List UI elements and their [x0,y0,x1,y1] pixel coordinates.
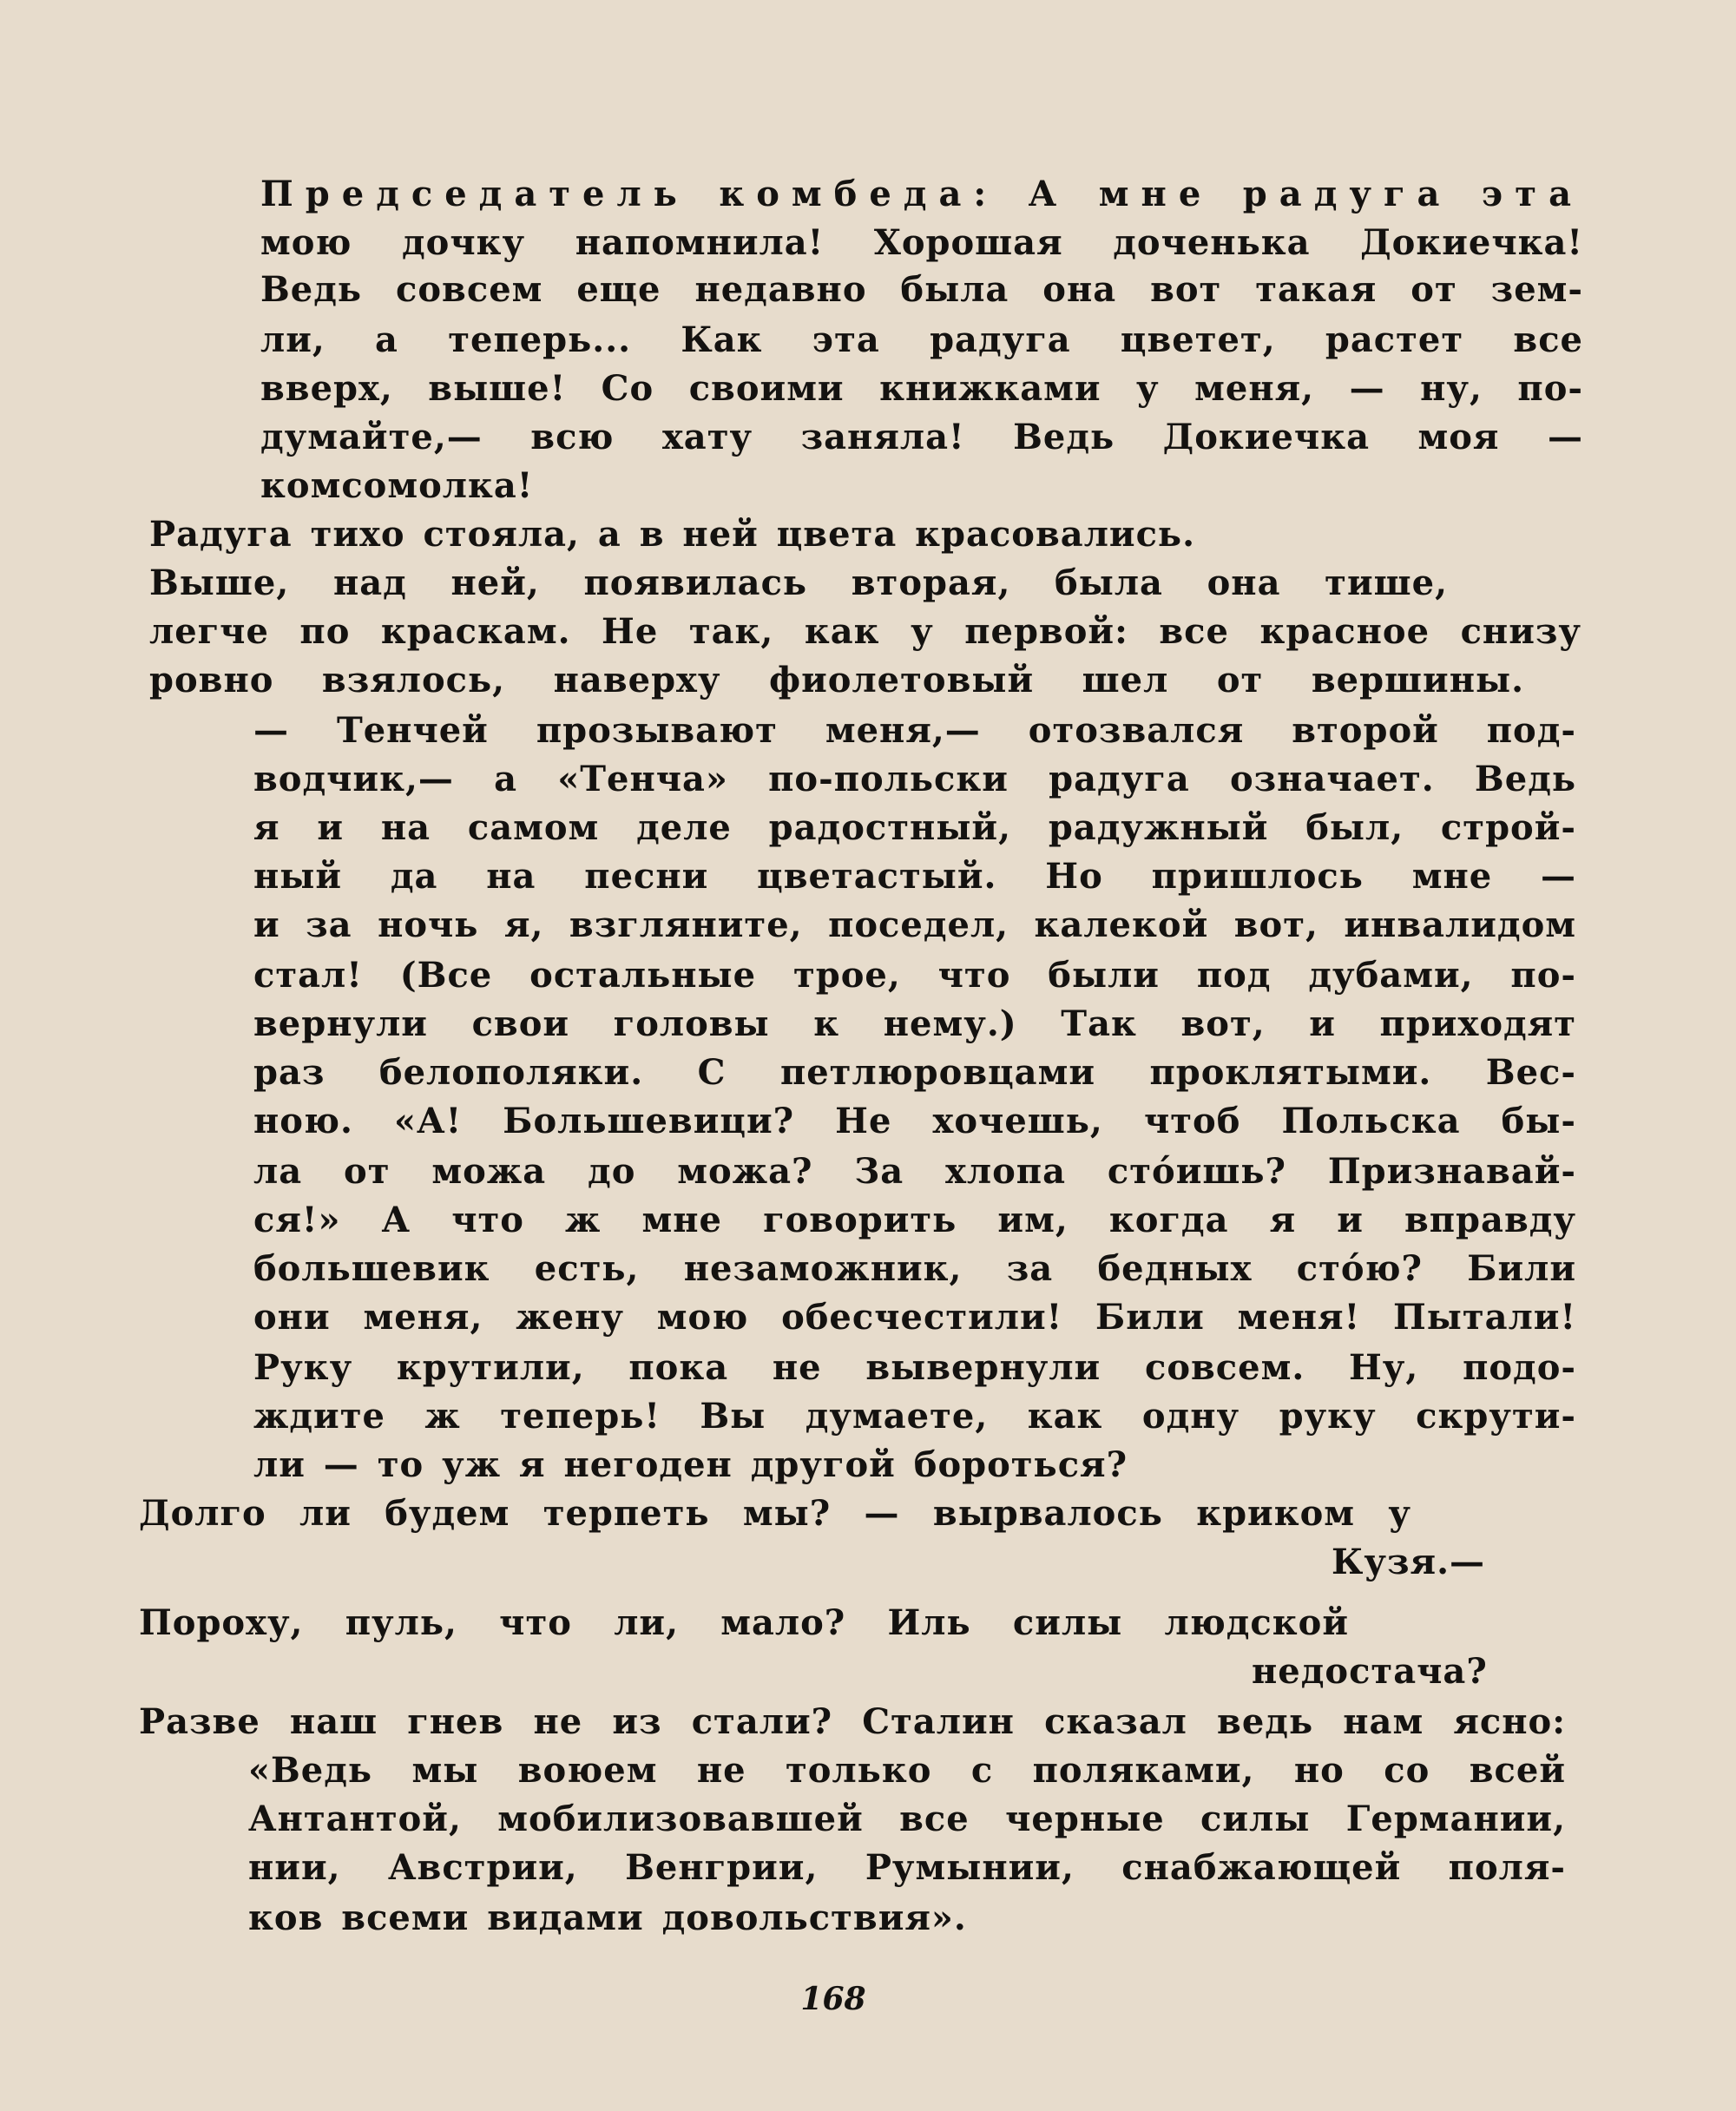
text-line: легче по краскам. Не так, как у первой: все красное снизу [149,611,1581,652]
text-line: вернули свои головы к нему.) Так вот, и приходят [253,1003,1576,1044]
text-line: недостача? [1252,1651,1488,1692]
text-line: они меня, жену мою обесчестили! Били меня! Пытали! [253,1297,1576,1338]
text-line: нии, Австрии, Венгрии, Румынии, снабжающей поля- [248,1847,1566,1888]
text-line: ли — то уж я негоден другой бороться? [253,1444,1128,1485]
text-line: Председатель комбеда: А мне радуга эта [260,174,1583,214]
page-number: 168 [800,1981,866,2017]
text-line: Разве наш гнев не из стали? Сталин сказал ведь нам ясно: [139,1701,1566,1742]
text-line: думайте,— всю хату заняла! Ведь Докиечка моя — [260,417,1583,457]
text-line: и за ночь я, взгляните, поседел, калекой вот, инвалидом [253,904,1576,945]
text-line: ла от можа до можа? За хлопа стóишь? Признавай- [253,1151,1576,1192]
text-line: ся!» А что ж мне говорить им, когда я и вправду [253,1200,1576,1240]
text-line: ли, а теперь... Как эта радуга цветет, растет все [260,319,1583,360]
text-line: ною. «А! Большевици? Не хочешь, чтоб Польска бы- [253,1101,1576,1141]
text-line: ный да на песни цветастый. Но пришлось мне — [253,856,1576,897]
text-line: я и на самом деле радостный, радужный был, строй- [253,807,1576,848]
text-line: стал! (Все остальные трое, что были под дубами, по- [253,955,1576,996]
text-line: ков всеми видами довольствия». [248,1897,967,1938]
text-line: ждите ж теперь! Вы думаете, как одну руку скрути- [253,1396,1576,1437]
text-line: вверх, выше! Со своими книжками у меня, — ну, по- [260,368,1583,409]
text-line: — Тенчей прозывают меня,— отозвался второй под- [253,710,1576,751]
text-line: Ведь совсем еще недавно была она вот такая от зем- [260,269,1583,310]
text-line: Выше, над ней, появилась вторая, была она тише, [149,562,1448,603]
text-line: Антантой, мобилизовавшей все черные силы Германии, [248,1799,1566,1839]
text-line: Кузя.— [1332,1542,1485,1582]
text-line: Пороху, пуль, что ли, мало? Иль силы людской [139,1602,1349,1643]
text-line: Руку крутили, пока не вывернули совсем. Ну, подо- [253,1347,1576,1388]
text-line: раз белополяки. С петлюровцами проклятыми. Вес- [253,1052,1576,1093]
text-line: комсомолка! [260,465,534,506]
text-line: «Ведь мы воюем не только с поляками, но со всей [248,1750,1566,1791]
text-line: водчик,— а «Тенча» по-польски радуга означает. Ведь [253,759,1576,799]
text-line: Долго ли будем терпеть мы? — вырвалось криком у [139,1493,1411,1534]
text-line: Радуга тихо стояла, а в ней цвета красовались. [149,514,1195,555]
text-line: большевик есть, незаможник, за бедных стóю? Били [253,1248,1576,1289]
text-line: ровно взялось, наверху фиолетовый шел от вершины. [149,660,1524,700]
text-line: мою дочку напомнила! Хорошая доченька Докиечка! [260,222,1583,263]
